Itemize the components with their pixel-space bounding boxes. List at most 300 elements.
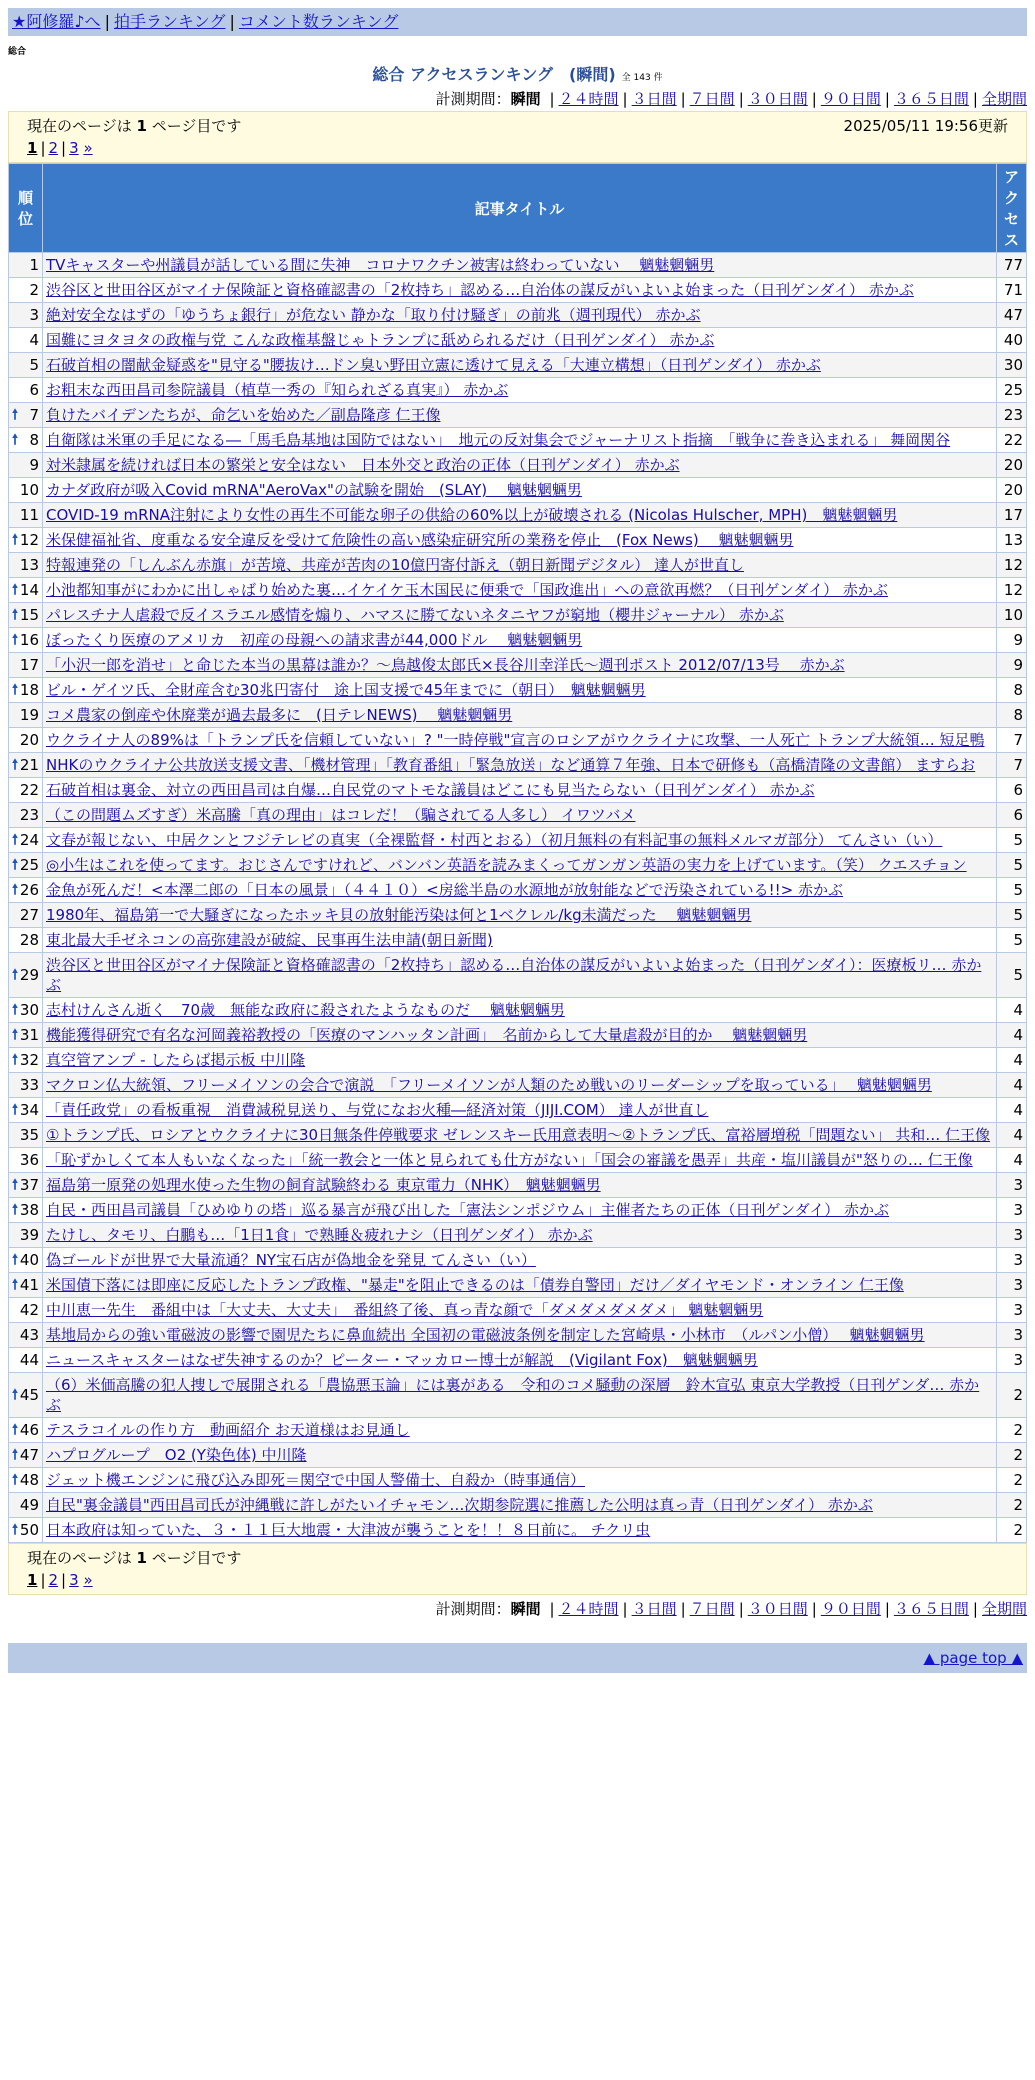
table-row xyxy=(9,1443,1027,1468)
title-cell xyxy=(43,1023,997,1048)
article-link[interactable]: 文春が報じない、中居クンとフジテレビの真実（全裸監督・村西とおる）（初月無料の有料記事の無料メルマガ部分） てんさい（い） xyxy=(46,831,943,849)
article-link[interactable]: ハプログループ O2 (Y染色体) 中川隆 xyxy=(46,1446,307,1464)
article-link[interactable]: 絶対安全なはずの「ゆうちょ銀行」が危ない 静かな「取り付け騒ぎ」の前兆（週刊現代） 赤かぶ xyxy=(46,306,701,324)
period-current: 瞬間 xyxy=(510,90,541,108)
article-link[interactable]: 基地局からの強い電磁波の影響で園児たちに鼻血続出 全国初の電磁波条例を制定した宮崎県・小林市 （ルパン小僧） 魑魅魍魎男 xyxy=(46,1326,925,1344)
rank-cell xyxy=(9,1198,43,1223)
period-option-3[interactable]: ３０日間 xyxy=(747,1600,808,1618)
rank-up-arrow-icon: 🠕 xyxy=(12,832,19,848)
table-row xyxy=(9,928,1027,953)
page-info-top xyxy=(8,111,1027,163)
access-count: 3 xyxy=(997,1173,1027,1198)
page-status-prefix: 現在のページは xyxy=(27,1549,132,1567)
table-row xyxy=(9,953,1027,998)
access-count: 6 xyxy=(997,803,1027,828)
table-row xyxy=(9,1073,1027,1098)
title-cell xyxy=(43,1073,997,1098)
access-count: 4 xyxy=(997,1123,1027,1148)
rank-up-arrow-icon: 🠕 xyxy=(12,1472,19,1488)
period-option-6[interactable]: 全期間 xyxy=(981,1600,1027,1618)
rank-number: 8 xyxy=(29,431,39,449)
article-link[interactable]: ◎小生はこれを使ってます。おじさんですけれど、バンバン英語を読みまくってガンガン英語の実力を上げています。（笑） クエスチョン xyxy=(46,856,967,874)
table-row xyxy=(9,503,1027,528)
access-count: 10 xyxy=(997,603,1027,628)
rank-cell xyxy=(9,378,43,403)
period-option-2[interactable]: ７日間 xyxy=(689,90,735,108)
rank-cell xyxy=(9,253,43,278)
rank-cell xyxy=(9,1373,43,1418)
rank-cell xyxy=(9,1418,43,1443)
title-cell xyxy=(43,1518,997,1543)
article-link[interactable]: パレスチナ人虐殺で反イスラエル感情を煽り、ハマスに勝てないネタニヤフが窮地（櫻井ジャーナル） 赤かぶ xyxy=(46,606,784,624)
access-count: 5 xyxy=(997,953,1027,998)
table-row xyxy=(9,303,1027,328)
access-count: 4 xyxy=(997,1073,1027,1098)
access-count: 3 xyxy=(997,1223,1027,1248)
access-count: 9 xyxy=(997,653,1027,678)
period-option-4[interactable]: ９０日間 xyxy=(820,1600,881,1618)
rank-cell xyxy=(9,578,43,603)
access-count: 4 xyxy=(997,998,1027,1023)
access-count: 2 xyxy=(997,1418,1027,1443)
ranking-table xyxy=(8,163,1027,1543)
access-count: 4 xyxy=(997,1098,1027,1123)
access-count: 5 xyxy=(997,928,1027,953)
article-link[interactable]: ニュースキャスターはなぜ失神するのか？ピーター・マッカロー博士が解説 (Vigilant Fox) 魑魅魍魎男 xyxy=(46,1351,758,1369)
period-option-5[interactable]: ３６５日間 xyxy=(893,1600,969,1618)
access-count: 5 xyxy=(997,853,1027,878)
title-cell xyxy=(43,253,997,278)
rank-number: 19 xyxy=(19,706,39,724)
table-row xyxy=(9,878,1027,903)
table-row xyxy=(9,778,1027,803)
rank-number: 28 xyxy=(19,931,39,949)
period-separator: | xyxy=(738,90,744,108)
period-separator: | xyxy=(738,1600,744,1618)
article-link[interactable]: ①トランプ氏、ロシアとウクライナに30日無条件停戦要求 ゼレンスキー氏用意表明～②トランプ氏、富裕層増税「問題ない」 共和… 仁王像 xyxy=(46,1126,991,1144)
article-link[interactable]: ジェット機エンジンに飛び込み即死＝関空で中国人警備士、自殺か（時事通信） xyxy=(46,1471,585,1489)
access-count: 3 xyxy=(997,1323,1027,1348)
access-count: 3 xyxy=(997,1248,1027,1273)
article-link[interactable]: 「責任政党」の看板重視 消費減税見送り、与党になお火種―経済対策（JIJI.COM） 達人が世直し xyxy=(46,1101,709,1119)
title-cell xyxy=(43,703,997,728)
period-separator: | xyxy=(972,90,978,108)
article-link[interactable]: 石破首相は裏金、対立の西田昌司は自爆…自民党のマトモな議員はどこにも見当たらない（日刊ゲンダイ） 赤かぶ xyxy=(46,781,815,799)
title-cell xyxy=(43,903,997,928)
article-link[interactable]: 渋谷区と世田谷区がマイナ保険証と資格確認書の「2枚持ち」認める…自治体の謀反がいよいよ始まった（日刊ゲンダイ）：医療板リ… 赤かぶ xyxy=(46,956,982,994)
title-cell xyxy=(43,1298,997,1323)
access-count: 5 xyxy=(997,903,1027,928)
table-row xyxy=(9,1198,1027,1223)
period-option-1[interactable]: ３日間 xyxy=(631,1600,677,1618)
page-status xyxy=(27,1547,241,1569)
article-link[interactable]: 負けたバイデンたちが、命乞いを始めた／副島隆彦 仁王像 xyxy=(46,406,441,424)
rank-up-arrow-icon: 🠕 xyxy=(12,407,19,423)
rank-up-arrow-icon: 🠕 xyxy=(12,1252,19,1268)
article-link[interactable]: 対米隷属を続ければ日本の繁栄と安全はない 日本外交と政治の正体（日刊ゲンダイ） 赤かぶ xyxy=(46,456,680,474)
table-row xyxy=(9,903,1027,928)
rank-number: 4 xyxy=(29,331,39,349)
table-row xyxy=(9,453,1027,478)
article-link[interactable]: マクロン仏大統領、フリーメイソンの会合で演説 「フリーメイソンが人類のため戦いのリーダーシップを取っている」 魑魅魍魎男 xyxy=(46,1076,932,1094)
article-link[interactable]: 小池都知事がにわかに出しゃばり始めた裏…イケイケ玉木国民に便乗で「国政進出」への意欲再燃？（日刊ゲンダイ） 赤かぶ xyxy=(46,581,888,599)
title-cell xyxy=(43,828,997,853)
rank-number: 46 xyxy=(19,1421,39,1439)
table-row xyxy=(9,1248,1027,1273)
table-row xyxy=(9,1048,1027,1073)
article-link[interactable]: 金魚が死んだ！<本澤二郎の「日本の風景」（４４１０）<房総半島の水源地が放射能などで汚染されている!!> 赤かぶ xyxy=(46,881,844,899)
access-count: 6 xyxy=(997,778,1027,803)
rank-number: 25 xyxy=(19,856,39,874)
article-link[interactable]: 米国債下落には即座に反応したトランプ政権、"暴走"を阻止できるのは「債券自警団」だけ／ダイヤモンド・オンライン 仁王像 xyxy=(46,1276,904,1294)
access-count: 47 xyxy=(997,303,1027,328)
access-count: 2 xyxy=(997,1373,1027,1418)
rank-cell xyxy=(9,303,43,328)
total-count: 全 143 件 xyxy=(621,73,663,83)
table-row xyxy=(9,803,1027,828)
period-options xyxy=(545,90,1027,108)
page-title xyxy=(8,63,1027,87)
rank-cell xyxy=(9,1073,43,1098)
rank-cell xyxy=(9,1518,43,1543)
home-link[interactable]: ★阿修羅♪へ xyxy=(12,12,101,31)
page-status-num: 1 xyxy=(136,1549,147,1567)
article-link[interactable]: ウクライナ人の89%は「トランプ氏を信頼していない」? "一時停戦"宣言のロシアがウクライナに攻撃、一人死亡 トランプ大統領… 短足鴨 xyxy=(46,731,985,749)
table-row xyxy=(9,553,1027,578)
rank-up-arrow-icon: 🠕 xyxy=(12,857,19,873)
rank-number: 35 xyxy=(19,1126,39,1144)
access-count: 77 xyxy=(997,253,1027,278)
page-link-3[interactable]: 3 xyxy=(69,1571,79,1589)
title-cell xyxy=(43,1173,997,1198)
article-link[interactable]: カナダ政府が吸入Covid mRNA"AeroVax"の試験を開始 (SLAY) 魑魅魍魎男 xyxy=(46,481,582,499)
access-count: 9 xyxy=(997,628,1027,653)
title-cell xyxy=(43,878,997,903)
period-selector-top xyxy=(8,87,1027,111)
article-link[interactable]: 自民"裏金議員"西田昌司氏が沖縄戦に許しがたいイチャモン…次期参院選に推薦した公明は真っ青（日刊ゲンダイ） 赤かぶ xyxy=(46,1496,873,1514)
rank-cell xyxy=(9,1468,43,1493)
title-cell xyxy=(43,478,997,503)
article-link[interactable]: たけし、タモリ、白鵬も…「1日1食」で熟睡＆疲れナシ（日刊ゲンダイ） 赤かぶ xyxy=(46,1226,593,1244)
article-link[interactable]: 福島第一原発の処理水使った生物の飼育試験終わる 東京電力（NHK） 魑魅魍魎男 xyxy=(46,1176,601,1194)
table-row xyxy=(9,578,1027,603)
rank-cell xyxy=(9,853,43,878)
article-link[interactable]: 「小沢一郎を消せ」と命じた本当の黒幕は誰か？～鳥越俊太郎氏×長谷川幸洋氏～週刊ポスト 2012/07/13号 赤かぶ xyxy=(46,656,845,674)
access-count: 4 xyxy=(997,1148,1027,1173)
rank-up-arrow-icon: 🠕 xyxy=(12,682,19,698)
period-options xyxy=(545,1600,1027,1618)
rank-up-arrow-icon: 🠕 xyxy=(12,1522,19,1538)
title-cell xyxy=(43,1248,997,1273)
title-cell xyxy=(43,1373,997,1418)
rank-up-arrow-icon: 🠕 xyxy=(12,1277,19,1293)
rank-number: 17 xyxy=(19,656,39,674)
rank-number: 50 xyxy=(19,1521,39,1539)
access-count: 20 xyxy=(997,478,1027,503)
rank-cell xyxy=(9,998,43,1023)
rank-number: 34 xyxy=(19,1101,39,1119)
comment-ranking-link[interactable]: コメント数ランキング xyxy=(238,12,399,31)
rank-number: 26 xyxy=(19,881,39,899)
article-link[interactable]: 機能獲得研究で有名な河岡義裕教授の「医療のマンハッタン計画」 名前からして大量虐殺が目的か 魑魅魍魎男 xyxy=(46,1026,808,1044)
rank-up-arrow-icon: 🠕 xyxy=(12,882,19,898)
rank-cell xyxy=(9,1298,43,1323)
rank-number: 1 xyxy=(29,256,39,274)
article-link[interactable]: （6）米価高騰の犯人捜しで展開される「農協悪玉論」には裏がある 令和のコメ騒動の深層 鈴木宣弘 東京大学教授（日刊ゲンダ… 赤かぶ xyxy=(46,1376,980,1414)
table-row xyxy=(9,603,1027,628)
rank-cell xyxy=(9,553,43,578)
title-cell xyxy=(43,1223,997,1248)
rank-number: 13 xyxy=(19,556,39,574)
nav-separator: | xyxy=(229,12,235,31)
rank-number: 15 xyxy=(19,606,39,624)
period-option-4[interactable]: ９０日間 xyxy=(820,90,881,108)
rank-number: 24 xyxy=(19,831,39,849)
table-row xyxy=(9,403,1027,428)
page-link-2[interactable]: 2 xyxy=(48,139,59,157)
article-link[interactable]: TVキャスターや州議員が話している間に失神 コロナワクチン被害は終わっていない 魑魅魍魎男 xyxy=(46,256,715,274)
clap-ranking-link[interactable]: 拍手ランキング xyxy=(113,12,226,31)
period-option-5[interactable]: ３６５日間 xyxy=(893,90,969,108)
table-row xyxy=(9,378,1027,403)
rank-up-arrow-icon: 🠕 xyxy=(12,1052,19,1068)
article-link[interactable]: 「恥ずかしくて本人もいなくなった」「統一教会と一体と見られても仕方がない」「国会の審議を愚弄」共産・塩川議員が"怒りの… 仁王像 xyxy=(46,1151,973,1169)
nav-separator: | xyxy=(104,12,110,31)
table-row xyxy=(9,1518,1027,1543)
rank-cell xyxy=(9,528,43,553)
rank-number: 3 xyxy=(29,306,39,324)
page-status-num: 1 xyxy=(136,117,147,135)
title-cell xyxy=(43,778,997,803)
title-cell xyxy=(43,1123,997,1148)
title-cell xyxy=(43,1048,997,1073)
rank-cell xyxy=(9,1273,43,1298)
rank-number: 39 xyxy=(19,1226,39,1244)
table-row xyxy=(9,853,1027,878)
table-row xyxy=(9,728,1027,753)
rank-cell xyxy=(9,328,43,353)
title-cell xyxy=(43,428,997,453)
title-cell xyxy=(43,678,997,703)
article-link[interactable]: 石破首相の闇献金疑惑を"見守る"腰抜け…ドン臭い野田立憲に透けて見える「大連立構想」（日刊ゲンダイ） 赤かぶ xyxy=(46,356,821,374)
period-option-0[interactable]: ２４時間 xyxy=(558,1600,619,1618)
table-row xyxy=(9,753,1027,778)
access-count: 2 xyxy=(997,1493,1027,1518)
rank-cell xyxy=(9,828,43,853)
title-cell xyxy=(43,328,997,353)
page-separator: | xyxy=(61,139,67,157)
rank-cell xyxy=(9,503,43,528)
table-row xyxy=(9,253,1027,278)
table-row xyxy=(9,1148,1027,1173)
access-count: 3 xyxy=(997,1273,1027,1298)
title-cell xyxy=(43,853,997,878)
page-status-prefix: 現在のページは xyxy=(27,117,132,135)
table-row xyxy=(9,1123,1027,1148)
access-count: 5 xyxy=(997,828,1027,853)
title-cell xyxy=(43,1443,997,1468)
access-count: 22 xyxy=(997,428,1027,453)
section-label: 総合 xyxy=(8,47,27,57)
rank-up-arrow-icon: 🠕 xyxy=(12,607,19,623)
page-separator: | xyxy=(61,1571,67,1589)
title-cell xyxy=(43,578,997,603)
rank-cell xyxy=(9,878,43,903)
table-row xyxy=(9,478,1027,503)
rank-number: 12 xyxy=(19,531,39,549)
article-link[interactable]: NHKのウクライナ公共放送支援文書、「機材管理」「教育番組」「緊急放送」など通算７年強、日本で研修も（高橋清隆の文書館） ますらお xyxy=(46,756,976,774)
rank-number: 23 xyxy=(19,806,39,824)
access-count: 40 xyxy=(997,328,1027,353)
rank-number: 45 xyxy=(19,1386,39,1404)
rank-up-arrow-icon: 🠕 xyxy=(12,757,19,773)
rank-cell xyxy=(9,603,43,628)
article-link[interactable]: 東北最大手ゼネコンの高弥建設が破綻、民事再生法申請(朝日新聞) xyxy=(46,931,493,949)
table-row xyxy=(9,1493,1027,1518)
rank-number: 38 xyxy=(19,1201,39,1219)
rank-cell xyxy=(9,1248,43,1273)
access-count: 12 xyxy=(997,578,1027,603)
access-count: 20 xyxy=(997,453,1027,478)
page-status-suffix: ページ目です xyxy=(151,117,242,135)
next-page-link[interactable]: » xyxy=(83,139,93,157)
article-link[interactable]: テスラコイルの作り方 動画紹介 お天道様はお見通し xyxy=(46,1421,410,1439)
next-page-link[interactable]: » xyxy=(83,1571,93,1589)
title-cell xyxy=(43,528,997,553)
article-link[interactable]: 渋谷区と世田谷区がマイナ保険証と資格確認書の「2枚持ち」認める…自治体の謀反がいよいよ始まった（日刊ゲンダイ） 赤かぶ xyxy=(46,281,914,299)
period-separator: | xyxy=(811,90,817,108)
rank-number: 33 xyxy=(19,1076,39,1094)
article-link[interactable]: 特報連発の「しんぶん赤旗」が苦境、共産が苦肉の10億円寄付訴え（朝日新聞デジタル） 達人が世直し xyxy=(46,556,744,574)
updated-time: 2025/05/11 19:56更新 xyxy=(843,117,1008,135)
article-link[interactable]: 1980年、福島第一で大騒ぎになったホッキ貝の放射能汚染は何と1ベクレル/kg未満だった 魑魅魍魎男 xyxy=(46,906,752,924)
period-separator: | xyxy=(884,90,890,108)
article-link[interactable]: 日本政府は知っていた、３・１１巨大地震・大津波が襲うことを！！８日前に。 チクリ虫 xyxy=(46,1521,651,1539)
rank-cell xyxy=(9,1443,43,1468)
rank-number: 49 xyxy=(19,1496,39,1514)
period-option-6[interactable]: 全期間 xyxy=(981,90,1027,108)
page-top-link[interactable]: ▲ page top ▲ xyxy=(923,1649,1023,1667)
article-link[interactable]: 真空管アンプ - したらば掲示板 中川隆 xyxy=(46,1051,306,1069)
table-row xyxy=(9,653,1027,678)
title-cell xyxy=(43,303,997,328)
period-option-1[interactable]: ３日間 xyxy=(631,90,677,108)
period-option-0[interactable]: ２４時間 xyxy=(558,90,619,108)
title-cell xyxy=(43,998,997,1023)
rank-number: 43 xyxy=(19,1326,39,1344)
title-cell xyxy=(43,928,997,953)
title-cell xyxy=(43,803,997,828)
rank-cell xyxy=(9,953,43,998)
article-link[interactable]: ぼったくり医療のアメリカ 初産の母親への請求書が44,000ドル 魑魅魍魎男 xyxy=(46,631,583,649)
rank-cell xyxy=(9,428,43,453)
pagination xyxy=(27,137,1008,159)
rank-cell xyxy=(9,778,43,803)
rank-cell xyxy=(9,353,43,378)
rank-cell xyxy=(9,1148,43,1173)
rank-number: 22 xyxy=(19,781,39,799)
table-row xyxy=(9,828,1027,853)
article-link[interactable]: ビル・ゲイツ氏、全財産含む30兆円寄付 途上国支援で45年までに（朝日） 魑魅魍魎男 xyxy=(46,681,646,699)
access-count: 4 xyxy=(997,1023,1027,1048)
rank-up-arrow-icon: 🠕 xyxy=(12,967,19,983)
rank-number: 30 xyxy=(19,1001,39,1019)
rank-cell xyxy=(9,1348,43,1373)
rank-cell xyxy=(9,928,43,953)
title-cell xyxy=(43,1323,997,1348)
table-row xyxy=(9,678,1027,703)
rank-number: 41 xyxy=(19,1276,39,1294)
table-header-row xyxy=(9,164,1027,253)
rank-cell xyxy=(9,278,43,303)
access-count: 2 xyxy=(997,1443,1027,1468)
article-link[interactable]: コメ農家の倒産や休廃業が過去最多に (日テレNEWS) 魑魅魍魎男 xyxy=(46,706,513,724)
table-row xyxy=(9,353,1027,378)
access-count: 5 xyxy=(997,878,1027,903)
rank-up-arrow-icon: 🠕 xyxy=(12,582,19,598)
access-count: 4 xyxy=(997,1048,1027,1073)
page-link-2[interactable]: 2 xyxy=(48,1571,59,1589)
article-link[interactable]: 偽ゴールドが世界で大量流通？NY宝石店が偽地金を発見 てんさい（い） xyxy=(46,1251,536,1269)
current-page: 1 xyxy=(27,139,38,157)
article-link[interactable]: 自民・西田昌司議員「ひめゆりの塔」巡る暴言が飛び出した「憲法シンポジウム」主催者たちの正体（日刊ゲンダイ） 赤かぶ xyxy=(46,1201,890,1219)
article-link[interactable]: 国難にヨタヨタの政権与党 こんな政権基盤じゃトランプに舐められるだけ（日刊ゲンダイ） 赤かぶ xyxy=(46,331,715,349)
table-row xyxy=(9,428,1027,453)
period-option-3[interactable]: ３０日間 xyxy=(747,90,808,108)
rank-number: 44 xyxy=(19,1351,39,1369)
article-link[interactable]: 米保健福祉省、度重なる安全違反を受けて危険性の高い感染症研究所の業務を停止 (Fox News) 魑魅魍魎男 xyxy=(46,531,794,549)
article-link[interactable]: 志村けんさん逝く 70歳 無能な政府に殺されたようなものだ 魑魅魍魎男 xyxy=(46,1001,565,1019)
rank-cell xyxy=(9,1098,43,1123)
access-count: 3 xyxy=(997,1348,1027,1373)
rank-cell xyxy=(9,703,43,728)
access-count: 3 xyxy=(997,1198,1027,1223)
rank-number: 9 xyxy=(29,456,39,474)
rank-cell xyxy=(9,678,43,703)
rank-cell xyxy=(9,653,43,678)
article-link[interactable]: 自衛隊は米軍の手足になる―「馬毛島基地は国防ではない」 地元の反対集会でジャーナリスト指摘 「戦争に巻き込まれる」 舞岡関谷 xyxy=(46,431,951,449)
period-separator: | xyxy=(680,1600,686,1618)
title-cell xyxy=(43,553,997,578)
period-option-2[interactable]: ７日間 xyxy=(689,1600,735,1618)
period-separator: | xyxy=(622,90,628,108)
article-link[interactable]: 中川恵一先生 番組中は「大丈夫、大丈夫」 番組終了後、真っ青な顔で「ダメダメダメダメ」 魑魅魍魎男 xyxy=(46,1301,764,1319)
rank-number: 48 xyxy=(19,1471,39,1489)
access-count: 7 xyxy=(997,728,1027,753)
rank-number: 36 xyxy=(19,1151,39,1169)
table-row xyxy=(9,628,1027,653)
page-link-3[interactable]: 3 xyxy=(69,139,79,157)
title-column-header: 記事タイトル xyxy=(43,164,997,253)
rank-up-arrow-icon: 🠕 xyxy=(12,1027,19,1043)
title-cell xyxy=(43,728,997,753)
rank-number: 37 xyxy=(19,1176,39,1194)
article-link[interactable]: お粗末な西田昌司参院議員（植草一秀の『知られざる真実』） 赤かぶ xyxy=(46,381,509,399)
page-status xyxy=(27,115,241,137)
period-separator: | xyxy=(811,1600,817,1618)
article-link[interactable]: （この問題ムズすぎ）米高騰「真の理由」はコレだ！（騙されてる人多し） イワツバメ xyxy=(46,806,636,824)
rank-up-arrow-icon: 🠕 xyxy=(12,1447,19,1463)
rank-number: 14 xyxy=(19,581,39,599)
title-cell xyxy=(43,653,997,678)
period-selector-bottom xyxy=(8,1597,1027,1621)
access-count: 3 xyxy=(997,1298,1027,1323)
table-row xyxy=(9,998,1027,1023)
rank-cell xyxy=(9,1323,43,1348)
table-row xyxy=(9,1298,1027,1323)
article-link[interactable]: COVID-19 mRNA注射により女性の再生不可能な卵子の供給の60%以上が破壊される (Nicolas Hulscher, MPH) 魑魅魍魎男 xyxy=(46,506,898,524)
rank-up-arrow-icon: 🠕 xyxy=(12,1002,19,1018)
